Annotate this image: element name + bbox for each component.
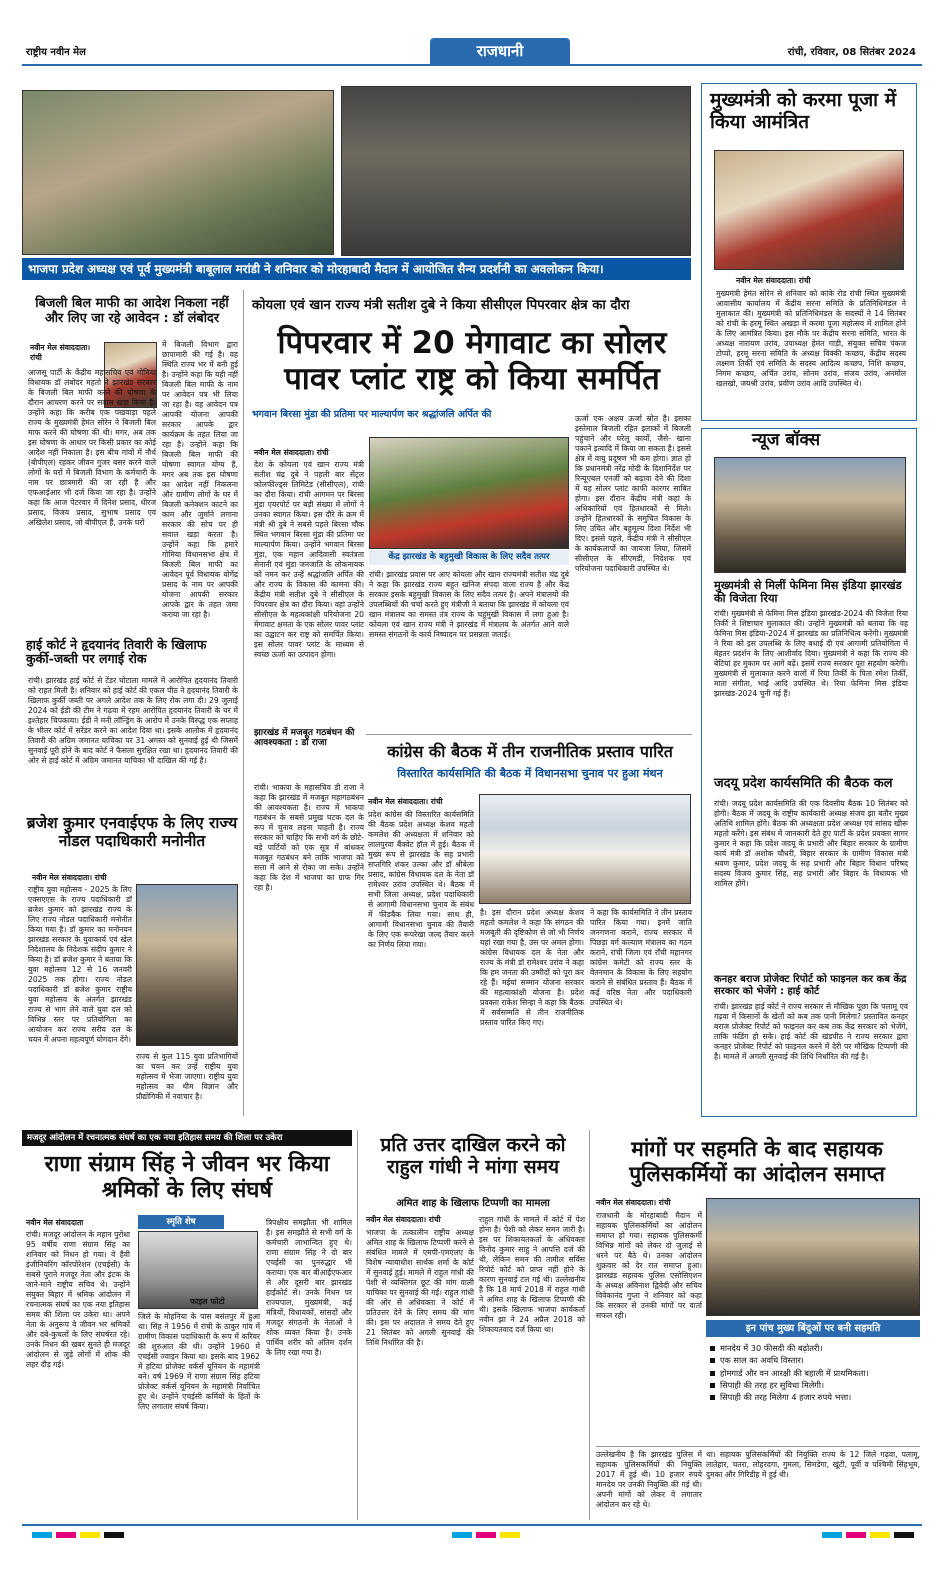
reg-yellow: [80, 1532, 100, 1538]
raja-subhead: झारखंड में मजबूत गठबंधन की आवश्यकता : डॉ राजा: [254, 728, 355, 749]
solar-body-4: ऊर्जा एक अक्षय ऊर्जा स्रोत है। इसका इस्तेमाल बिजली रहित इलाकों में बिजली पहुंचाने और घरेलू कार्यों, जैसे- खाना पकाने इत्यादि में किया जा सकता है। इससे क्षेत्र में वायु प्रदूषण भी कम होगा। ज्ञात हो कि प्रधानमंत्री नरेंद्र मोदी के दिशानिर्देश पर रिन्यूएबल एनर्जी को बढ़ावा देने की दिशा में यह सोलर प्लांट काफी कारगर साबित होगा। इस दौरान केंद्रीय मंत्री कहां के अधिकारियों एवं हितधारकों से मिले। उन्होंने हितधारकों के समुचित विकास के लिए उचित और बहुमूल्य दिशा निर्देश भी दिए। इससे पहले, केंद्रीय मंत्री ने सीसीएल के कार्यकलापों का जायजा लिया, जिसमें सीसीएल के सीएमडी, निदेशक एवं परियोजना पदाधिकारी उपस्थित थे।: [575, 414, 692, 574]
nodal-headline: ब्रजेश कुमार एनवाईएफ के लिए राज्य नोडल पदाधिकारी मनोनीत: [26, 814, 238, 850]
section-tab: [430, 38, 570, 64]
solar-kicker: कोयला एवं खान राज्य मंत्री सतीश दुबे ने किया सीसीएल पिपरवार क्षेत्र का दौरा: [252, 298, 630, 313]
congress-body-3: ने कहा कि कार्यसमिति ने तीन प्रस्ताव पारित किया गया। इनमें जाति जनगणना कराने, राज्य सरकार में पिछड़ा वर्ग कल्याण मंत्रालय का गठन कराने, रांची जिला एवं राँची महानगर कांग्रेस कमेटी को राज्य स्तर के वेतनमान के विकास के लिए सहयोग कराने से संबंधित प्रस्ताव हैं। बैठक में कई वरिष्ठ नेता और पदाधिकारी उपस्थित थे।: [590, 908, 692, 1008]
police-body-1: राजधानी के मोरहाबादी मैदान में सहायक पुलिसकर्मियों का आंदोलन समाप्त हो गया। सहायक पुलिसकर्मी विभिन्न मांगों को लेकर दो जुलाई से धरने पर बैठे थे। उनका आंदोलन शुक्रवार को देर रात समाप्त हुआ। झारखंड सहायक पुलिस एसोसिएशन के अध्यक्ष अविनाश द्विवेदी और सचिव विवेकानंद गुप्ता ने शनिवार को कहा कि सरकार से उनकी मांगों पर वार्ता सफल रही।: [596, 1211, 702, 1321]
exhibition-photo-left: [22, 90, 334, 255]
riya-headline: मुख्यमंत्री से मिलीं फेमिना मिस इंडिया झारखंड की विजेता रिया: [714, 579, 902, 605]
police-point: सिपाही की तरह मिलेगा 4 हजार रुपये भत्ता।: [708, 1391, 920, 1403]
riya-body: रांची। मुख्यमंत्री से फेमिना मिस इंडिया झारखंड-2024 की विजेता रिया तिर्की ने शिष्टाचार मुलाकात की। उन्होंने मुख्यमंत्री को बताया कि वह फेमिना मिस इंडिया-2024 में झारखंड का प्रतिनिधित्व करेंगी। मुख्यमंत्री ने रिया को इस उपलब्धि के लिए बधाई दी एवं आगामी प्रतियोगिता में बेहतर प्रदर्शन के लिए आशीर्वाद दिया। मुख्यमंत्री ने कहा कि राज्य की बेटियां हर मुकाम पर आगे बढ़ें। इसमें राज्य सरकार पूरा सहयोग करेगी। मुख्यमंत्री से मुलाकात करने वालों में रिया तिर्की के पिता रमेश तिर्की, माता संगीता, भाई आदि उपस्थित थे। रिया फेमिना मिस इंडिया झारखंड-2024 चुनी गई हैं।: [714, 609, 908, 699]
reg-cyan-right: [822, 1532, 842, 1538]
reg-black-right: [894, 1532, 914, 1538]
solar-subhead: भगवान बिरसा मुंडा की प्रतिमा पर माल्यार्पण कर श्रद्धांजलि अर्पित की: [252, 409, 492, 420]
bijli-headline: बिजली बिल माफी का आदेश निकला नहीं और लिए जा रहे आवेदन : डॉ लंबोदर: [35, 296, 229, 326]
rahul-body-2: राहुल गांधी के मामले में कोर्ट में पेश होना है। पेशी को लेकर समन जारी है। इस पर शिकायतकर्ता के अधिवक्ता विनोद कुमार साहु ने आपत्ति दर्ज की थी, लेकिन समन की तामील सर्विस रिपोर्ट कोर्ट को प्राप्त नहीं होने के कारण सुनवाई टल गई थी। उल्लेखनीय है कि 18 मार्च 2018 में राहुल गांधी ने अमित शाह के खिलाफ टिप्पणी की थी। इसके खिलाफ भाजपा कार्यकर्ता नवीन झा ने 24 अप्रैल 2018 को शिकायतवाद दर्ज किया था।: [479, 1215, 585, 1335]
karma-body: मुख्यमंत्री हेमंत सोरेन से शनिवार को कांके रोड रांची स्थित मुख्यमंत्री आवासीय कार्यालय में केंद्रीय सरना समिति के प्रतिनिधिमंडल ने मुलाकात की। मुख्यमंत्री को प्रतिनिधिमंडल के सदस्यों ने 14 सितंबर को रांची के हरमू स्थित अखड़ा में करमा पूजा महोत्सव में शामिल होने के लिए आमंत्रित किया। इस मौके पर केंद्रीय सरना समिति, भारत के अध्यक्ष नारायण उरांव, उपाध्यक्ष हेमंत गाड़ी, संयुक्त सचिव पंकज टोप्पो, हरमू सरना समिति के अध्यक्ष विक्की कच्छप, केंद्रीय सदस्य लक्ष्मण तिर्की एवं समिति के सदस्य आदित्य कच्छप, निशि कच्छप, निगम कच्छप, अर्चित उरांव, सोनम उरांव, संजय उरांव, अनमोल खलखो, जयश्री उरांव, प्रवीण उरांव आदि उपस्थित थे।: [716, 289, 906, 389]
col-rule-2: [357, 1130, 358, 1520]
police-point: मानदेय में 30 फीसदी की बढ़ोतरी।: [708, 1342, 920, 1354]
solar-body-3: रांची। झारखंड प्रवास पर आए कोयला और खान राज्यमंत्री सतीश चंद्र दुबे ने कहा कि झारखंड राज्य बहुत खनिज संपदा वाला राज्य है और केंद्र सरकार इसके बहुमुखी विकास के लिए सदैव तत्पर है। अपने मंत्रालयों की उपलब्धियों की चर्चा करते हुए मंत्रीजी ने बताया कि झारखंड में कोयला एवं खान मंत्रालय का समस्त तंत्र राज्य के चहुंमुखी विकास में लगा हुआ है। कोयला एवं खान राज्य मंत्री ने झारखंड में मंत्रालय के अंतर्गत आने वाले समस्त संगठनों के कार्य निष्पादन पर प्रसन्नता जताई।: [369, 570, 569, 640]
news-box: [701, 428, 917, 1117]
smriti-shesh-label: स्मृति शेष: [138, 1215, 224, 1229]
rana-headline: राणा संग्राम सिंह ने जीवन भर किया श्रमिकों के लिए संघर्ष: [44, 1152, 330, 1204]
nodal-body: राष्ट्रीय युवा महोत्सव - 2025 के लिए एक्सएएस के राज्य पदाधिकारी डॉ ब्रजेश कुमार को झारखंड राज्य के लिए राज्य नोडल पदाधिकारी मनोनीत किया गया है। डॉ कुमार का मनोनयन झारखंड सरकार के युवाकार्य एवं खेल निदेशालय के निदेशक संदीप कुमार ने किया है। डॉ ब्रजेश कुमार ने बताया कि युवा महोत्सव 12 से 16 जनवरी 2025 तक होगा। राज्य नोडल पदाधिकारी डॉ ब्रजेश कुमार राष्ट्रीय युवा महोत्सव के अंतर्गत झारखंड राज्य से भाग लेने वाले युवा दल को विभिन्न स्तर पर प्रतियोगिता का आयोजन कर राज्य सरीय दल के चयन में अपना महत्वपूर्ण योगदान देंगे।: [28, 885, 132, 1045]
rahul-headline: प्रति उत्तर दाखिल करने को राहुल गांधी ने मांगा समय: [380, 1134, 566, 1178]
rana-body-2: जिले के मोहनिया के पास बसंतपुर में हुआ था। सिंह ने 1956 में रांची के ठाकुर गांव में ग्रामीण विकास पदाधिकारी के रूप में करियर की शुरुआत की थी। उन्होंने 1960 में एचईसी ज्वाइन किया था। इसके बाद 1962 में हटिया प्रोजेक्ट वर्कर्स यूनियन के महामंत्री बने। वर्ष 1969 में राणा संग्राम सिंह हटिया प्रोजेक्ट वर्कर्स यूनियन के महामंत्री निर्वाचित हुए थे। उन्होंने एचईसी कर्मियों के हितों के लिए लगातार संघर्ष किया।: [138, 1312, 260, 1412]
police-points-list: [708, 1342, 920, 1403]
congress-body-2: है। इस दौरान प्रदेश अध्यक्ष केशव महतो कमलेश ने कहा कि संगठन की मजबूती की दृष्टिकोण से जो भी निर्णय यहां रखा गया है, उस पर अमल होगा। कांग्रेस विधायक दल के नेता और राज्य के मंत्री डॉ रामेश्वर उरांव ने कहा कि हम जनता की उम्मीदों को पूरा कर रहे हैं। मईयां सम्मान योजना सरकार की महत्वाकांक्षी योजना है। प्रदेश प्रवक्ता राकेश सिन्हा ने कहा कि बैठक में सर्वसम्मति से तीन राजनीतिक प्रस्ताव पारित किए गए।: [480, 908, 584, 1028]
rahul-byline: नवीन मेल संवाददाता। रांची: [366, 1215, 441, 1224]
canara-body: रांची। झारखंड हाई कोर्ट ने राज्य सरकार से मौखिक पूछा कि पलामू एवं गढ़वा में किसानों के खेतों को कब तक पानी मिलेगा? प्रस्तावित कनहर बराज प्रोजेक्ट रिपोर्ट को फाइनल कर कब तक केंद्र सरकार को भेजेंगे, ताकि फंडिंग हो सके। हाई कोर्ट की खंडपीठ ने राज्य सरकार द्वारा कनहर प्रोजेक्ट रिपोर्ट को फाइनल करने में देरी पर मौखिक टिप्पणी की है। मामले में अगली सुनवाई की तिथि निर्धारित की गई है।: [714, 1002, 908, 1062]
section-title: राजधानी: [476, 42, 524, 60]
rana-body-3: त्रिपक्षीय समझौता भी शामिल है। इस समझौते से सभी वर्ग के कर्मचारी लाभान्वित हुए थे। राणा संग्राम सिंह ने दो बार एचईसी का पुनरुद्धार भी कराया। एक बार बीआईएफआर से और दूसरी बार झारखंड हाईकोर्ट से। उनके निधन पर राज्यपाल, मुख्यमंत्री, कई मंत्रियों, विधायकों, सांसदों और मजदूर संगठनों के नेताओं ने शोक व्यक्त किया है। उनके पार्थिव शरीर को अंतिम दर्शन के लिए रखा गया है।: [266, 1218, 352, 1358]
police-point: होमगार्ड और वन आरक्षी की बहाली में प्राथमिकता।: [708, 1367, 920, 1379]
solar-bottom-rule: [366, 734, 692, 735]
police-box-rule: [596, 1446, 920, 1447]
col-rule-1: [243, 290, 244, 1116]
news-box-title-bar: [752, 427, 902, 453]
solar-byline: नवीन मेल संवाददाता। रांची: [254, 448, 329, 457]
police-point: सिपाही की तरह हर सुविधा मिलेगी।: [708, 1379, 920, 1391]
congress-subhead: विस्तारित कार्यसमिति की बैठक में विधानसभा चुनाव पर हुआ मंथन: [397, 767, 663, 780]
congress-meeting-photo: [479, 794, 691, 904]
bijli-body-col2: में बिजली विभाग द्वारा छापामारी की गई है। वह स्थिति राज्य भर में बनी हुई है। उन्होंने कहा कि यही नहीं बिजली बिल माफी के नाम पर आवेदन पत्र भी लिया जा रहा है। वह आवेदन पत्र आपकी योजना आपकी सरकार आपके द्वार कार्यक्रम के तहत लिया जा रहा है। उन्होंने कहा कि बिजली बिल माफी की घोषणा स्वागत योग्य है, मगर अब तक इस घोषणा का आदेश नहीं निकलना और ग्रामीण लोगों के घर में बिजली कनेक्शन काटने का काम और जुर्माने लगाना सरकार की सोच पर ही सवाल खड़ा करता है। उन्होंने कहा कि हमारे गोमिया विधानसभा क्षेत्र में बिजली बिल माफी का आवेदन पूर्व विधायक योगेंद्र प्रसाद के नाम पर आपकी योजना आपकी सरकार आपके द्वार के तहत जमा कराया जा रहा है।: [162, 340, 238, 620]
reg-black: [104, 1532, 124, 1538]
reg-magenta-right: [846, 1532, 866, 1538]
police-protest-photo: [706, 1198, 920, 1316]
rana-photo-caption: फाइल फोटो: [190, 1297, 225, 1306]
canara-headline: कनहर बराज प्रोजेक्ट रिपोर्ट को फाइनल कर कब केंद्र सरकार को भेजेंगे : हाई कोर्ट: [714, 974, 907, 997]
paper-name: राष्ट्रीय नवीन मेल: [26, 47, 86, 58]
news-box-title: न्यूज बॉक्स: [752, 430, 821, 450]
footer-rule: [22, 1524, 922, 1526]
reg-magenta-mid: [476, 1532, 496, 1538]
exhibition-caption: भाजपा प्रदेश अध्यक्ष एवं पूर्व मुख्यमंत्री बाबूलाल मरांडी ने शनिवार को मोरहाबादी मैदान में आयोजित सैन्य प्रदर्शनी का अवलोकन किया।: [22, 258, 691, 280]
karma-photo: [714, 150, 904, 270]
police-body-2: उल्लेखनीय है कि झारखंड पुलिस में सहायक पुलिसकर्मियों की नियुक्ति 2017 में हुई थी। 10 हजार रुपये मानदेय पर उनकी नियुक्ति की गई थी। अपनी मांगों को लेकर वे लगातार आंदोलन कर रहे थे।: [596, 1450, 702, 1510]
solar-inauguration-photo: [369, 437, 569, 549]
karma-puja-box: [701, 83, 917, 421]
reg-cyan-mid: [452, 1532, 472, 1538]
rana-body-1: रांची। मजदूर आंदोलन के महान पुरोधा 95 वर्षीय राणा संग्राम सिंह का शनिवार को निधन हो गया। वे हैवी इंजीनियरिंग कॉरपोरेशन (एचईसी) के सबसे पुराने मजदूर नेता और इंटक के जाने-माने राष्ट्रीय सचिव थे। उन्होंने संयुक्त बिहार में श्रमिक आंदोलन में रचनात्मक संघर्ष का एक नया इतिहास समय की शिला पर उकेरा था। अपने नेता के अनुरूप वे जीवन भर श्रमिकों और दबे-कुचलों के लिए संघर्षरत रहे। उनके निधन की खबर सुनते ही मजदूर आंदोलन से जुड़े लोगों में शोक की लहर दौड़ गई।: [26, 1230, 130, 1370]
nodal-photo: [136, 884, 238, 1046]
reg-magenta: [56, 1532, 76, 1538]
nodal-byline: नवीन मेल संवाददाता। रांची: [32, 873, 107, 882]
raja-body: रांची। भाकपा के महासचिव डी राजा ने कहा कि झारखंड में मजबूत महागठबंधन की आवश्यकता है। राज्य में भाकपा गठबंधन के सबसे प्रमुख घटक दल के रूप में चुनाव लड़ना चाहती है। राज्य सरकार को चाहिए कि सभी वर्ग के छोटे-बड़े पार्टियों को एक सूत्र में बांधकर मजबूत गठबंधन बने ताकि भाजपा को सत्ता में आने से रोका जा सके। उन्होंने कहा कि देश में भाजपा का ग्राफ गिर रहा है।: [254, 783, 364, 893]
jdu-headline: जदयू प्रदेश कार्यसमिति की बैठक कल: [714, 776, 893, 791]
congress-headline: कांग्रेस की बैठक में तीन राजनीतिक प्रस्ताव पारित: [387, 742, 673, 761]
reg-yellow-right: [870, 1532, 890, 1538]
rahul-subhead: अमित शाह के खिलाफ टिप्पणी का मामला: [396, 1198, 550, 1209]
police-body-3: था। सहायक पुलिसकर्मियों की नियुक्ति राज्य के 12 जिले गढ़वा, पलामू, लातेहार, चतरा, लोहरदगा, गुमला, सिमडेगा, खूंटी, पूर्वी व पश्चिमी सिंहभूम, दुमका और गिरिडीह में हुई थी।: [706, 1450, 920, 1480]
karma-byline: नवीन मेल संवाददाता। रांची: [736, 276, 811, 285]
jdu-body: रांची। जदयू प्रदेश कार्यसमिति की एक दिवसीय बैठक 10 सितंबर को होगी। बैठक में जदयू के राष्ट्रीय कार्यकारी अध्यक्ष संजय झा बतौर मुख्य अतिथि शामिल होंगे। बैठक की अध्यक्षता प्रदेश अध्यक्ष एवं सांसद खीरू महतो करेंगे। इस संबंध में जानकारी देते हुए पार्टी के प्रदेश प्रवक्ता सागर कुमार ने कहा कि प्रदेश जदयू के प्रभारी और बिहार सरकार के ग्रामीण कार्य मंत्री डॉ अशोक चौधरी, बिहार सरकार के ग्रामीण विकास मंत्री श्रवण कुमार, प्रदेश जदयू के सह प्रभारी और बिहार विधान परिषद सदस्य विजय कुमार सिंह, सह प्रभारी और बिहार के विधायक भी शामिल होंगे।: [714, 799, 908, 889]
congress-byline: नवीन मेल संवाददाता। रांची: [368, 797, 443, 806]
rana-byline: नवीन मेल संवाददाता: [26, 1218, 84, 1227]
rahul-body-1: भाजपा के तत्कालीन राष्ट्रीय अध्यक्ष अमित शाह के खिलाफ टिप्पणी करने से संबंधित मामले में एमपी-एमएलए के विशेष न्यायाधीश सार्थक शर्मा के कोर्ट में सुनवाई हुई। मामले में राहुल गांधी की पेशी से व्यक्तिगत छूट की मांग वाली याचिका पर सुनवाई की गई। राहुल गांधी की ओर से अधिवक्ता ने कोर्ट में प्रतिउत्तर देने के लिए समय की मांग की। इस पर अदालत ने समय देते हुए 21 सितंबर को अगली सुनवाई की तिथि निर्धारित की है।: [366, 1228, 474, 1348]
tiwari-headline: हाई कोर्ट ने हृदयानंद तिवारी के खिलाफ कुर्की-जब्ती पर लगाई रोक: [26, 637, 207, 667]
issue-date: रांची, रविवार, 08 सितंबर 2024: [787, 47, 916, 58]
karma-headline: मुख्यमंत्री को करमा पूजा में किया आमंत्रित: [710, 89, 897, 133]
page-header: [22, 38, 922, 64]
bijli-byline: नवीन मेल संवाददाता। रांची: [30, 343, 91, 362]
nodal-body-2: राज्य से कुल 115 युवा प्रतिभागियों का चयन कर उन्हें राष्ट्रीय युवा महोत्सव में भेजा जाएगा। राष्ट्रीय युवा महोत्सव का थीम विज्ञान और प्रौद्योगिकी में नवाचार है।: [136, 1052, 238, 1102]
police-headline: मांगों पर सहमति के बाद सहायक पुलिसकर्मियों का आंदोलन समाप्त: [629, 1137, 885, 1187]
solar-body: देश के कोयला एवं खान राज्य मंत्री सतीश चंद्र दुबे ने पहली बार सेंट्रल कोलफील्ड्स लिमिटेड (सीसीएल), रांची का दौरा किया। रांची आगमन पर बिरसा मुंडा एयरपोर्ट पर बड़ी संख्या में लोगों ने उनका स्वागत किया। इस दौरे के क्रम में मंत्री श्री दुबे ने सबसे पहले बिरसा चौक स्थित भगवान बिरसा मुंडा की प्रतिमा पर माल्यार्पण किया। उन्होंने भगवान बिरसा मुंडा, एक महान आदिवासी स्वतंत्रता सेनानी एवं मुंडा जनजाति के लोकनायक को नमन कर उन्हें श्रद्धांजलि अर्पित की और राज्य के विकास की कामना की। केंद्रीय मंत्री सतीश दुबे ने सीसीएल के पिपरवार क्षेत्र का दौरा किया। वहां उन्होंने सीसीएल के महत्वकांक्षी परियोजना 20 मेगावाट क्षमता के एक सोलर पावर प्लांट का उद्घाटन कर राष्ट्र को समर्पित किया। इस सोलर पावर प्लांट के माध्यम से स्वच्छ ऊर्जा का उत्पादन होगा।: [254, 460, 364, 660]
reg-yellow-mid: [500, 1532, 520, 1538]
news-box-photo: [714, 457, 906, 573]
police-byline: नवीन मेल संवाददाता। रांची: [596, 1198, 671, 1207]
registration-marks: [22, 1532, 922, 1542]
congress-body-1: प्रदेश कांग्रेस की विस्तारित कार्यसमिति की बैठक प्रदेश अध्यक्ष केशव महतो कमलेश की अध्यक्षता में शनिवार को लालपुरवा बैंक्वेट हॉल में हुई। बैठक में मुख्य रूप से झारखंड के सह प्रभारी सप्तगिरि शंकर उल्का और डॉ श्रीबेला प्रसाद, कांग्रेस विधायक दल के नेता डॉ रामेश्वर उरांव उपस्थित थे। बैठक में सभी जिला अध्यक्ष, प्रदेश पदाधिकारी से आगामी विधानसभा चुनाव के संबंध में फीडबैक लिया गया। साथ ही, आगामी विधानसभा चुनाव की तैयारी के लिए एक रूपरेखा जल्द तैयार करने का निर्णय लिया गया।: [368, 810, 474, 950]
tiwari-body: रांची। झारखंड हाई कोर्ट से टेंडर घोटाला मामले में आरोपित हृदयानंद तिवारी को राहत मिली है। शनिवार को हाई कोर्ट की एकल पीठ ने हृदयानंद तिवारी के खिलाफ कुर्की जब्ती पर अगले आदेश तक के लिए रोक लगा दी। 29 जुलाई 2024 को ईडी की टीम ने गढ़वा में रहम आरोपित हृदयानंद तिवारी के घर में इश्तेहार चिपकाया। ईडी ने मनी लॉन्ड्रिंग के आरोप में उनके विरुद्ध एक सप्ताह के भीतर कोर्ट में सरेंडर करने का आदेश दिया था। इसके आलोक में हृदयानंद तिवारी की अग्रिम जमानत याचिका पर 31 अगस्त को सुनवाई हुई थी जिसमें सुनवाई पूरी होने के बाद कोर्ट ने फैसला सुरक्षित रखा था। हृदयानंद तिवारी की ओर से हाई कोर्ट में अग्रिम जमानत याचिका भी दाखिल की गई है।: [28, 676, 238, 766]
exhibition-photo-right: [341, 86, 691, 256]
col-rule-3: [589, 1130, 590, 1520]
header-rule: [22, 64, 922, 66]
rana-kicker: मजदूर आंदोलन में रचनात्मक संघर्ष का एक नया इतिहास समय की शिला पर उकेरा: [22, 1130, 352, 1146]
police-point: एक साल का अवधि विस्तार।: [708, 1354, 920, 1366]
reg-cyan: [32, 1532, 52, 1538]
solar-headline: पिपरवार में 20 मेगावाट का सोलर पावर प्लांट राष्ट्र को किया समर्पित: [277, 325, 667, 397]
police-points-title: इन पांच मुख्य बिंदुओं पर बनी सहमति: [706, 1320, 920, 1337]
bijli-body-col1: आजसू पार्टी के केंद्रीय महासचिव एवं गोमिया विधायक डॉ लंबोदर महतो ने झारखंड सरकार के बिजली बिल माफी करने की घोषणा के दौरान आचरण करने पर सवाल खड़ा किया है। उन्होंने कहा कि करीब एक पखवाड़ा पहले राज्य के मुख्यमंत्री हेमंत सोरेन ने बिजली बिल माफ करने की घोषणा की थी। मगर, अब तक इस घोषणा के आधार पर किसी प्रकार का कोई आदेश नहीं निकाला है। इस बीच गांवों में नौर्थ (बीपीएल) रहकर जीवन गुजर बसर करने वाले लोगों के घरों में बिजली विभाग के कर्मचारी के नाम पर छात्रमारी की जा रही है और एफआईआर भी दर्ज किया जा रहा है। उन्होंने कहा कि आज पेटरवार में दिनेश प्रसाद, धीरज प्रसाद, विजय प्रसाद, सुभाष प्रसाद एवं अखिलेश प्रसाद, जो बीपीएल हैं, उनके घरों: [28, 368, 156, 528]
solar-photo-caption: केंद्र झारखंड के बहुमुखी विकास के लिए सदैव तत्पर: [369, 550, 569, 565]
